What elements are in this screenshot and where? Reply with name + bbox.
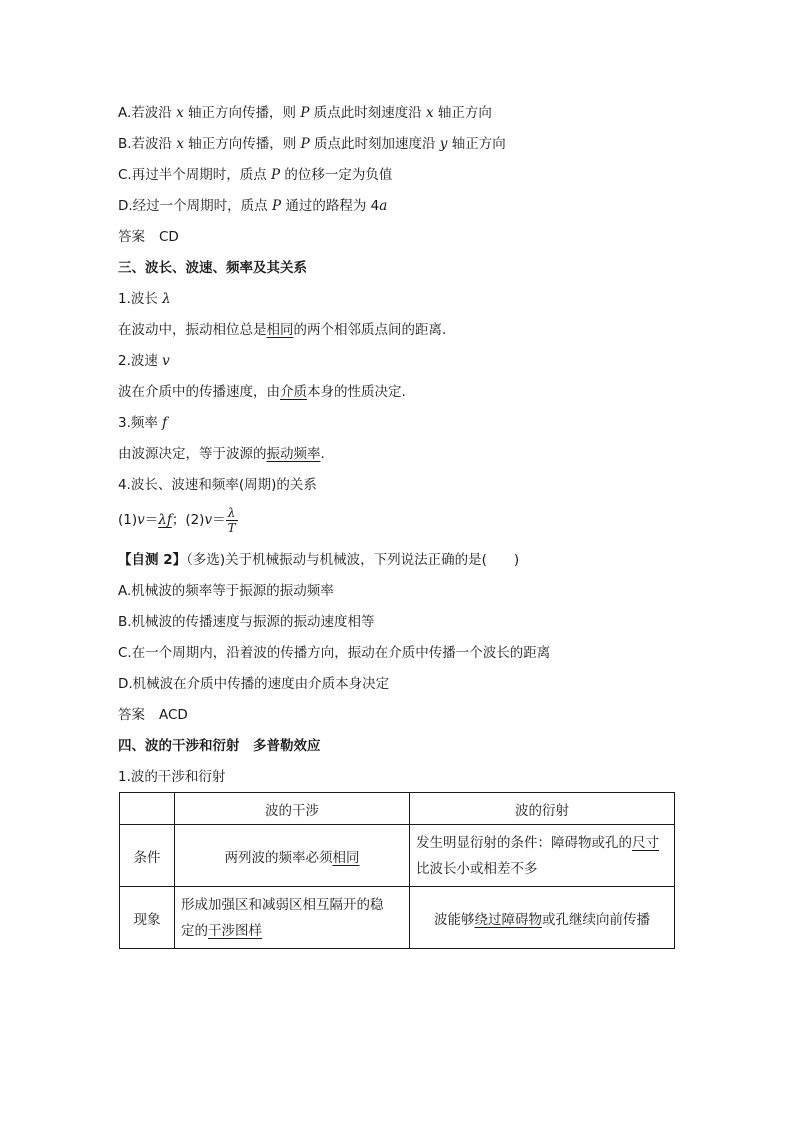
self-test-answer <box>118 705 188 725</box>
table-corner-cell <box>120 793 175 825</box>
table-row-label: 现象 <box>120 887 175 949</box>
q1-answer <box>118 227 179 247</box>
q1-option-c: C.再过半个周期时，质点 P 的位移一定为负值 <box>118 167 393 183</box>
q1-option-a: A.若波沿 x 轴正方向传播，则 P 质点此时刻速度沿 x 轴正方向 <box>118 105 492 121</box>
self-test-stem: 【自测 2】（多选)关于机械振动与机械波，下列说法正确的是( ) <box>118 552 520 568</box>
self-test-tag: 【自测 2】 <box>118 552 187 568</box>
answer-label: 答案 <box>118 707 145 723</box>
section4-title: 四、波的干涉和衍射 多普勒效应 <box>118 738 321 754</box>
table-cell-diffraction-condition: 发生明显衍射的条件：障碍物或孔的尺寸 比波长小或相差不多 <box>410 825 675 887</box>
interference-diffraction-table <box>119 792 675 949</box>
fraction-lambda-over-t: $\frac{\lambda}{T}$ <box>227 505 236 535</box>
table-header-row <box>120 793 675 825</box>
answer-value: CD <box>159 229 179 245</box>
section4-sub1: 1.波的干涉和衍射 <box>118 769 226 785</box>
section3-item1-heading: 1.波长 λ <box>118 291 171 307</box>
section3-item4-heading: 4.波长、波速和频率(周期)的关系 <box>118 477 317 493</box>
table-header-diffraction: 波的衍射 <box>410 793 675 825</box>
table-row-label: 条件 <box>120 825 175 887</box>
section3-item2-heading: 2.波速 v <box>118 353 170 369</box>
answer-value: ACD <box>159 707 188 723</box>
q1-option-d: D.经过一个周期时，质点 P 通过的路程为 4a <box>118 198 388 214</box>
self-test-option-c: C.在一个周期内，沿着波的传播方向，振动在介质中传播一个波长的距离 <box>118 645 551 661</box>
formula-line: (1)v＝λf；(2)v＝ $\frac{\lambda}{T}$ <box>118 505 236 535</box>
section3-title: 三、波长、波速、频率及其关系 <box>118 260 307 276</box>
self-test-option-d: D.机械波在介质中传播的速度由介质本身决定 <box>118 676 390 692</box>
section3-item3-text: 由波源决定，等于波源的振动频率. <box>118 446 325 462</box>
table-row-phenomenon <box>120 887 675 949</box>
self-test-option-b: B.机械波的传播速度与振源的振动速度相等 <box>118 614 375 630</box>
section3-item3-heading: 3.频率 f <box>118 415 168 431</box>
section3-item1-text: 在波动中，振动相位总是相同的两个相邻质点间的距离. <box>118 322 447 338</box>
self-test-option-a: A.机械波的频率等于振源的振动频率 <box>118 583 334 599</box>
section3-item2-text: 波在介质中的传播速度，由介质本身的性质决定. <box>118 384 406 400</box>
table-cell-diffraction-phenomenon: 波能够绕过障碍物或孔继续向前传播 <box>410 887 675 949</box>
table-cell-interference-condition: 两列波的频率必须相同 <box>175 825 410 887</box>
q1-option-b: B.若波沿 x 轴正方向传播，则 P 质点此时刻加速度沿 y 轴正方向 <box>118 136 506 152</box>
table-cell-interference-phenomenon: 形成加强区和减弱区相互隔开的稳 定的干涉图样 <box>175 887 410 949</box>
table-header-interference: 波的干涉 <box>175 793 410 825</box>
answer-label: 答案 <box>118 229 145 245</box>
table-row-condition <box>120 825 675 887</box>
